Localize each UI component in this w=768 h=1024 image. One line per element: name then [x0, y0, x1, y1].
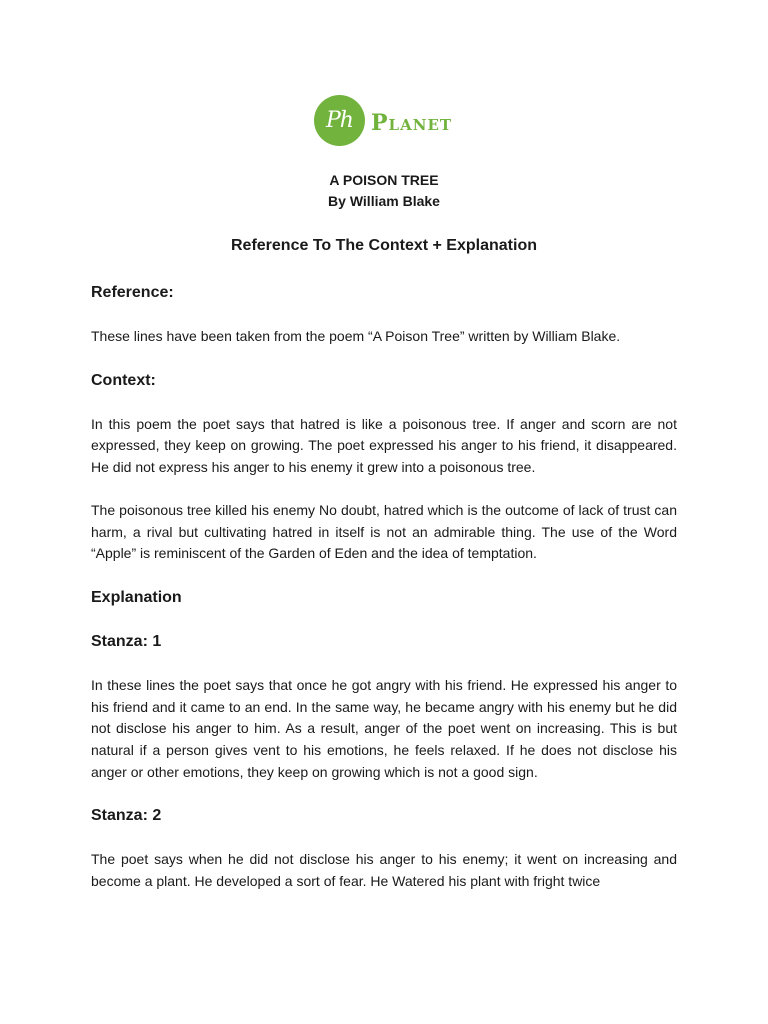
stanza-2-paragraph: The poet says when he did not disclose his anger to his enemy; it went on increasing and become a plant. He developed a sort of fear. He Watered his plant with fright twice: [91, 851, 677, 890]
logo-wordmark: Planet: [371, 110, 453, 136]
context-paragraph-1: In this poem the poet says that hatred is like a poisonous tree. If anger and scorn are not expressed, they keep on growing. The poet expressed his anger to his friend, it disappeared. He did not express his anger to his enemy it grew into a poisonous tree.: [91, 415, 677, 476]
ph-planet-logo: [314, 93, 452, 147]
explanation-heading: Explanation: [91, 588, 182, 606]
poem-author: By William Blake: [328, 193, 440, 209]
logo-badge-icon: Ph: [314, 95, 365, 146]
reference-heading: Reference:: [91, 284, 174, 301]
reference-paragraph: These lines have been taken from the poem “A Poison Tree” written by William Blake.: [91, 328, 621, 344]
stanza-1-heading: Stanza: 1: [91, 632, 162, 650]
poem-title: A POISON TREE: [329, 172, 439, 188]
stanza-2-heading: Stanza: 2: [91, 807, 162, 825]
stanza-1-paragraph: In these lines the poet says that once he got angry with his friend. He expressed his anger to his friend and it came to an end. In the same way, he became angry with his enemy but he did not disclose his anger to him. As a result, anger of the poet went on increasing. This is but natural if a person gives vent to his emotions, he feels relaxed. If he does not disclose his anger or other emotions, they keep on growing which is not a good sign.: [91, 676, 677, 780]
context-heading: Context:: [91, 371, 156, 389]
document-heading: Reference To The Context + Explanation: [231, 237, 537, 254]
context-paragraph-2: The poisonous tree killed his enemy No doubt, hatred which is the outcome of lack of trust can harm, a rival but cultivating hatred in itself is not an admirable thing. The use of the Word “Apple” is reminiscent of the Garden of Eden and the idea of temptation.: [91, 501, 677, 562]
document-body: [91, 170, 677, 893]
